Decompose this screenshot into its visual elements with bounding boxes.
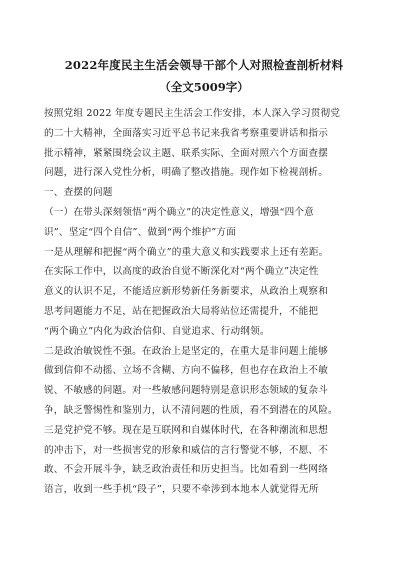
text-line: “两个确立”内化为政治信仰、自觉追求、行动纲领。 [44, 325, 270, 337]
text-line: 按照党组 2022 年度专题民主生活会工作安排，本人深入学习贯彻党 [44, 108, 341, 119]
text-line: 问题，进行深入党性分析，明确了整改措施。现作如下检视剖析。 [44, 167, 329, 179]
text-line: 语言，收到一些手机“段子”，只要不牵涉到本地本人就觉得无所 [44, 484, 319, 496]
text-line: 做到信仰不动摇、立场不含糊、方向不偏移，但也存在政治上不敏 [44, 365, 329, 377]
text-line: 的二十大精神，全面落实习近平总书记来我省考察重要讲话和指示 [44, 127, 329, 139]
text-line: 争，缺乏警惕性和鉴别力，认不清问题的性质，看不到潜在的风险。 [44, 404, 338, 416]
text-line: 识”、坚定“四个自信”、做到“两个维护”方面 [44, 226, 237, 238]
document-subtitle: （全文5009字） [159, 80, 249, 94]
text-line: 在实际工作中，以高度的政治自觉不断深化对“两个确立”决定性 [44, 266, 319, 278]
section-heading: 一、查摆的问题 [44, 187, 113, 199]
text-line: 三是党护党不够。现在是互联网和自媒体时代，在各种潮流和思想 [44, 424, 329, 436]
document-body [44, 104, 364, 500]
text-line: 批示精神，紧紧围绕会议主题、联系实际、全面对照六个方面查摆 [44, 147, 329, 159]
text-line: （一）在带头深刻领悟“两个确立”的决定性意义，增强“四个意 [44, 206, 314, 218]
text-line: 一是从理解和把握“两个确立”的重大意义和实践要求上还有差距。 [44, 246, 329, 258]
text-line: 意义的认识不足，不能适应新形势新任务新要求，从政治上观察和 [44, 286, 329, 298]
document-title: 2022年度民主生活会领导干部个人对照检查剖析材料 [64, 58, 344, 72]
text-line: 思考问题能力不足，站在把握政治大局将站位还需提升，不能把 [44, 305, 319, 317]
text-line: 敢、不会开展斗争，缺乏政治责任和历史担当。比如看到一些网络 [44, 464, 329, 476]
text-line: 二是政治敏锐性不强。在政治上是坚定的，在重大是非问题上能够 [44, 345, 329, 357]
text-line: 锐、不敏感的问题。对一些敏感问题特别是意识形态领域的复杂斗 [44, 385, 329, 397]
text-line: 的冲击下，对一些损害党的形象和威信的言行警觉不够，不愿、不 [44, 444, 329, 456]
